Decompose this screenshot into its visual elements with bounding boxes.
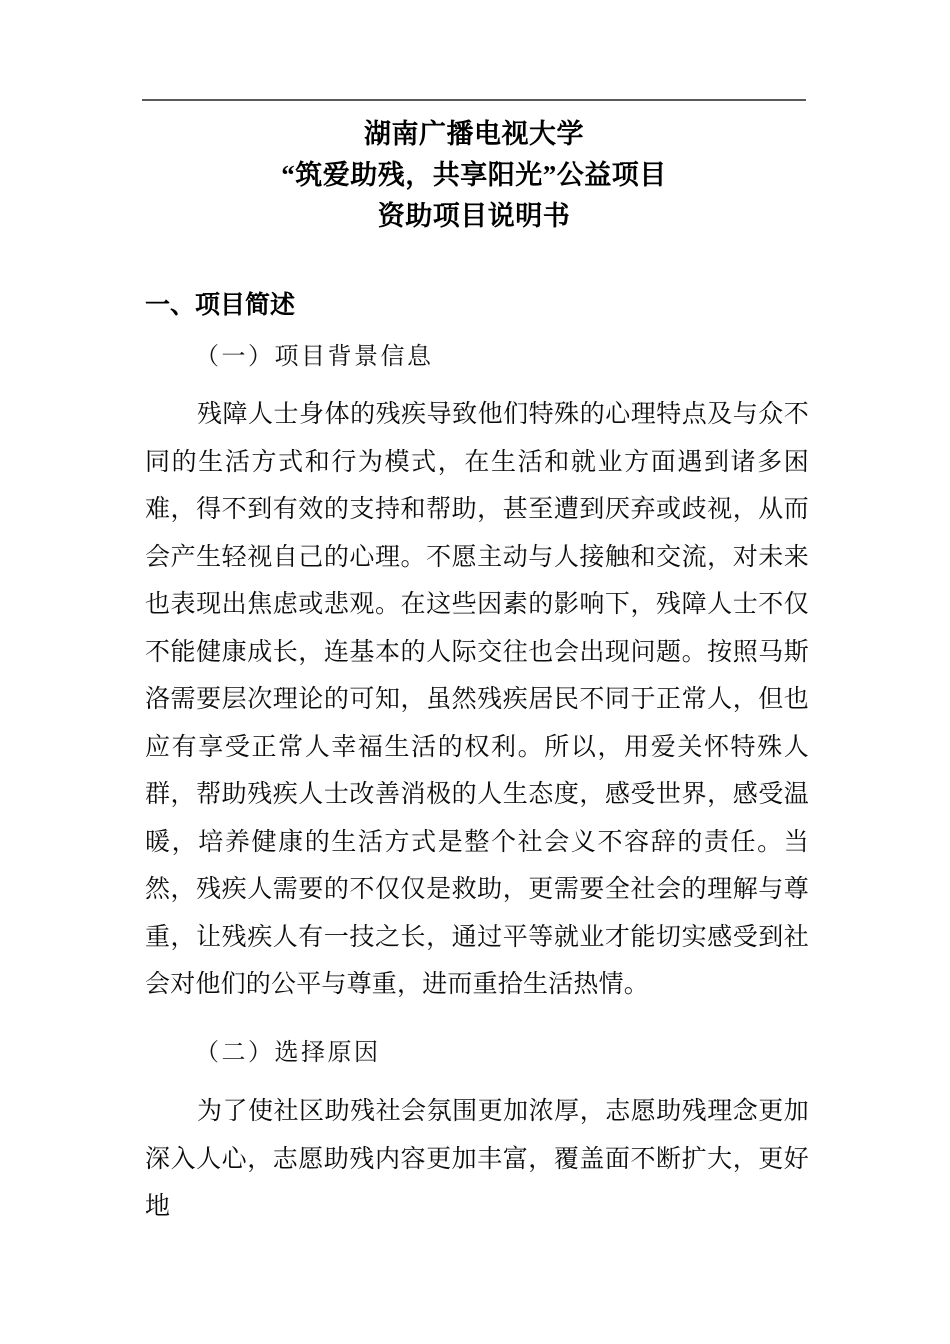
document-title-block (142, 114, 806, 237)
title-line-document-type: 资助项目说明书 (377, 201, 571, 231)
subsection-heading-background-info: （一）项目背景信息 (195, 344, 434, 370)
subsection-heading-selection-reason: （二）选择原因 (195, 1040, 381, 1066)
paragraph-background-info: 残障人士身体的残疾导致他们特殊的心理特点及与众不同的生活方式和行为模式，在生活和就业方面遇到诸多困难，得不到有效的支持和帮助，甚至遭到厌弃或歧视，从而会产生轻视自己的心理。不愿主动与人接触和交流，对未来也表现出焦虑或悲观。在这些因素的影响下，残障人士不仅不能健康成长，连基本的人际交往也会出现问题。按照马斯洛需要层次理论的可知，虽然残疾居民不同于正常人，但也应有享受正常人幸福生活的权利。所以，用爱关怀特殊人群，帮助残疾人士改善消极的人生态度，感受世界，感受温暖，培养健康的生活方式是整个社会义不容辞的责任。当然，残疾人需要的不仅仅是救助，更需要全社会的理解与尊重，让残疾人有一技之长，通过平等就业才能切实感受到社会对他们的公平与尊重，进而重拾生活热情。 (145, 401, 809, 998)
paragraph-selection-reason: 为了使社区助残社会氛围更加浓厚，志愿助残理念更加深入人心，志愿助残内容更加丰富，覆盖面不断扩大，更好地 (145, 1098, 809, 1220)
header-divider-rule (142, 99, 806, 101)
section-heading-project-overview: 一、项目简述 (145, 291, 296, 319)
title-line-project-name: “筑爱助残，共享阳光”公益项目 (281, 160, 667, 190)
title-line-organization: 湖南广播电视大学 (364, 119, 584, 149)
